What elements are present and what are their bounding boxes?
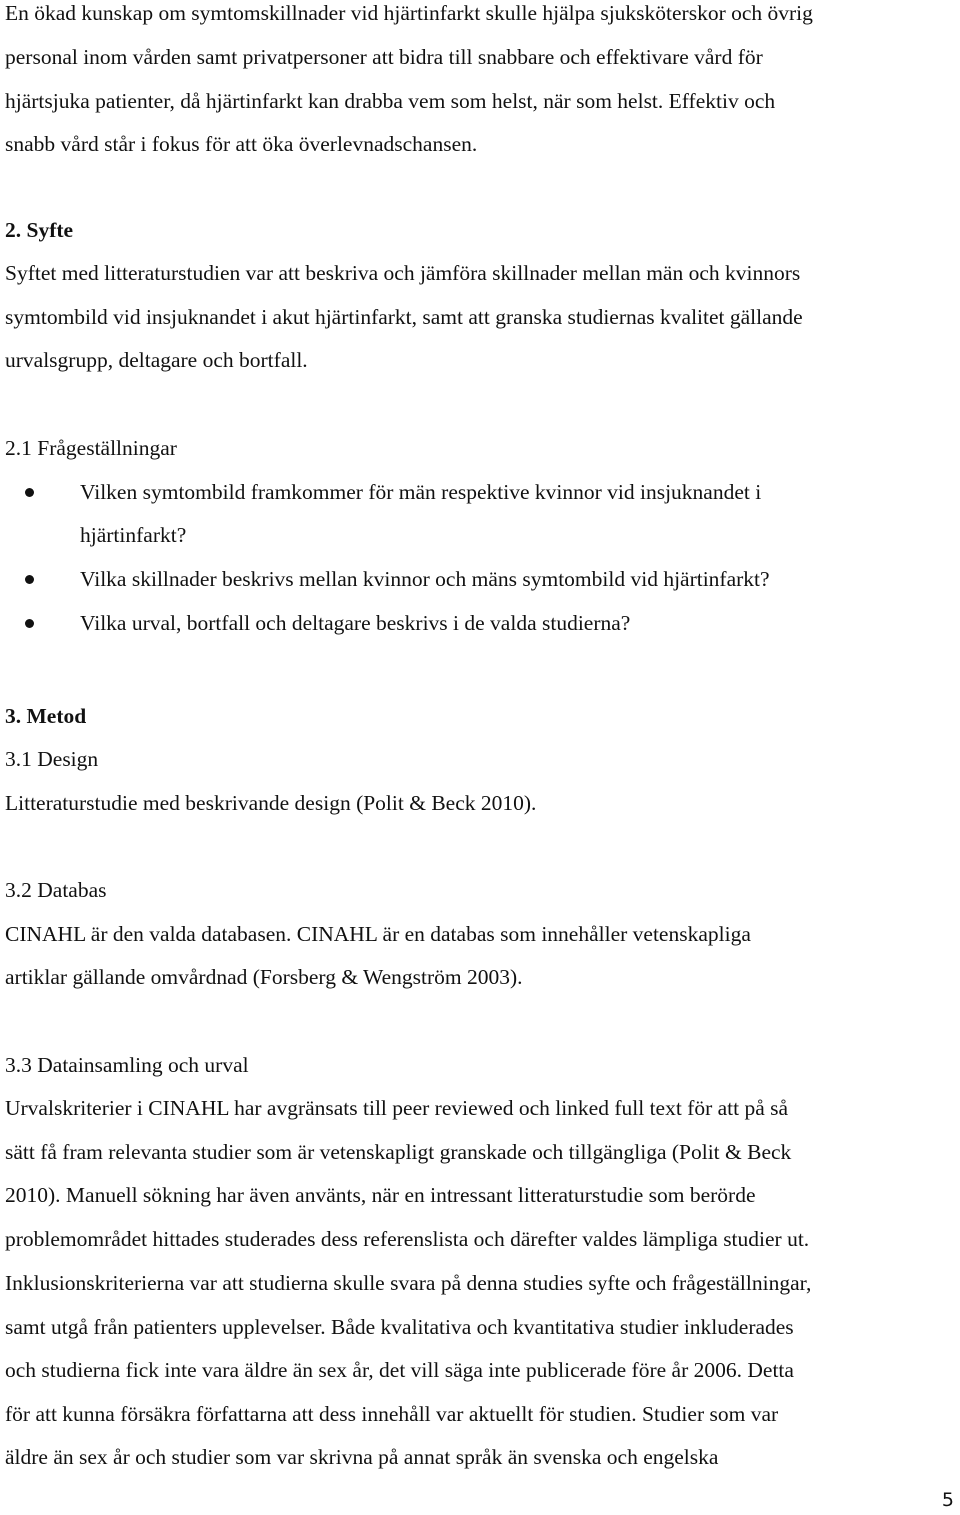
text-line: samt utgå från patienters upplevelser. Både kvalitativa och kvantitativa studier inkluderades bbox=[5, 1315, 794, 1339]
text-line: 2010). Manuell sökning har även använts, när en intressant litteraturstudie som berörde bbox=[5, 1183, 756, 1207]
text-line: Urvalskriterier i CINAHL har avgränsats till peer reviewed och linked full text för att på så bbox=[5, 1096, 789, 1120]
text-line: för att kunna försäkra författarna att dess innehåll var aktuellt för studien. Studier som var bbox=[5, 1402, 779, 1426]
text-line: En ökad kunskap om symtomskillnader vid hjärtinfarkt skulle hjälpa sjuksköterskor och övrig bbox=[5, 1, 813, 25]
bullet-icon bbox=[25, 575, 34, 584]
text-line: CINAHL är den valda databasen. CINAHL är en databas som innehåller vetenskapliga bbox=[5, 922, 751, 946]
subsection-heading: 2.1 Frågeställningar bbox=[5, 436, 177, 460]
list-item-text: Vilka urval, bortfall och deltagare beskrivs i de valda studierna? bbox=[80, 611, 631, 635]
text-line: personal inom vården samt privatpersoner att bidra till snabbare och effektivare vård för bbox=[5, 45, 763, 69]
page-number: 5 bbox=[941, 1489, 954, 1511]
text-line: Syftet med litteraturstudien var att beskriva och jämföra skillnader mellan män och kvinnors bbox=[5, 261, 801, 285]
text-line: problemområdet hittades studerades dess referenslista och därefter valdes lämpliga studier ut. bbox=[5, 1227, 810, 1251]
text-line: urvalsgrupp, deltagare och bortfall. bbox=[5, 348, 308, 372]
text-line: snabb vård står i fokus för att öka överlevnadschansen. bbox=[5, 132, 478, 156]
text-line: äldre än sex år och studier som var skrivna på annat språk än svenska och engelska bbox=[5, 1445, 719, 1469]
subsection-heading: 3.2 Databas bbox=[5, 878, 107, 902]
bullet-icon bbox=[25, 488, 34, 497]
text-line: och studierna fick inte vara äldre än sex år, det vill säga inte publicerade före år 2006. Detta bbox=[5, 1358, 794, 1382]
section-heading: 2. Syfte bbox=[5, 218, 74, 242]
text-line: hjärtsjuka patienter, då hjärtinfarkt kan drabba vem som helst, när som helst. Effektiv och bbox=[5, 89, 776, 113]
subsection-heading: 3.3 Datainsamling och urval bbox=[5, 1053, 249, 1077]
text-line: artiklar gällande omvårdnad (Forsberg & Wengström 2003). bbox=[5, 965, 523, 989]
text-line: symtombild vid insjuknandet i akut hjärtinfarkt, samt att granska studiernas kvalitet gällande bbox=[5, 305, 803, 329]
text-line: Litteraturstudie med beskrivande design (Polit & Beck 2010). bbox=[5, 791, 537, 815]
text-line: sätt få fram relevanta studier som är vetenskapligt granskade och tillgängliga (Polit & Beck bbox=[5, 1140, 792, 1164]
list-item-text: Vilken symtombild framkommer för män respektive kvinnor vid insjuknandet i bbox=[80, 480, 762, 504]
list-item-text: hjärtinfarkt? bbox=[80, 523, 187, 547]
section-heading: 3. Metod bbox=[5, 704, 87, 728]
text-line: Inklusionskriterierna var att studierna skulle svara på denna studies syfte och frågeställningar, bbox=[5, 1271, 812, 1295]
bullet-icon bbox=[25, 619, 34, 628]
list-item-text: Vilka skillnader beskrivs mellan kvinnor och mäns symtombild vid hjärtinfarkt? bbox=[80, 567, 770, 591]
subsection-heading: 3.1 Design bbox=[5, 747, 99, 771]
